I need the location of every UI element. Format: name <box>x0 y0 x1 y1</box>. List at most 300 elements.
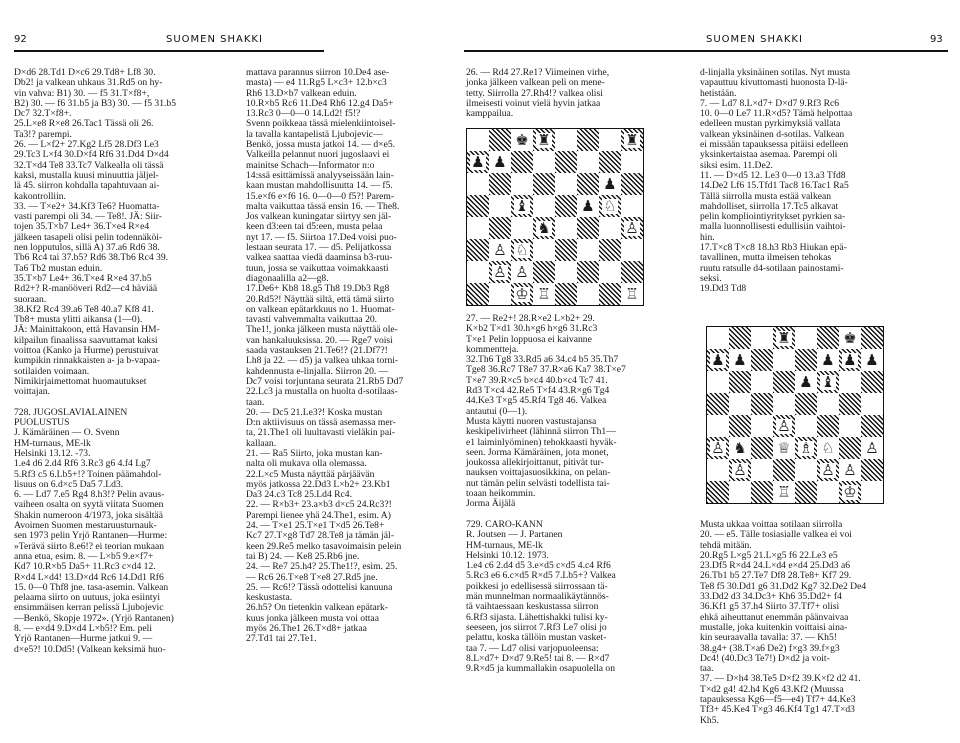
text-line: 38.Kf2 Rc4 39.a6 Te8 40.a7 Kf8 41. <box>14 303 154 315</box>
board-square <box>729 459 751 481</box>
text-line: Tb6 Rc4 tai 37.b5? Rd6 38.Tb6 Rc4 39. <box>14 252 169 264</box>
chess-piece-icon: ♘ <box>515 240 529 259</box>
board-square <box>751 437 773 459</box>
board-square <box>555 239 577 261</box>
board-square <box>489 129 511 151</box>
board-square <box>817 459 839 481</box>
text-line: Da3 24.c3 Tc8 25.Ld4 Rc4. <box>246 489 352 501</box>
board-square <box>861 481 883 503</box>
board-square <box>599 195 621 217</box>
board-square <box>773 437 795 459</box>
board-square <box>795 415 817 437</box>
text-line: antautui (0—1). <box>466 405 528 417</box>
chess-piece-icon: ♘ <box>821 438 835 457</box>
board-square <box>599 173 621 195</box>
board-square <box>511 195 533 217</box>
text-line: hin. <box>700 231 715 243</box>
text-line: 38.g4+ (38.T×a6 De2) f×g3 39.f×g3 <box>700 642 840 654</box>
text-line: Parempi lienee yhä 24.The1, esim. A) <box>246 509 391 521</box>
chess-piece-icon: ♟ <box>865 350 879 369</box>
text-line: JÄ: Mainittakoon, että Havansin HM- <box>14 324 160 336</box>
board-square <box>511 173 533 195</box>
text-line: 35.T×b7 Le4+ 36.T×e4 R×e4 37.b5 <box>14 272 152 284</box>
board-square <box>555 217 577 239</box>
text-line: toaan heikommin. <box>466 488 536 500</box>
board-square <box>773 415 795 437</box>
text-line: Kc7 27.T×g8 Td7 28.Te8 ja tämän jäl- <box>246 530 394 542</box>
chess-piece-icon: ♙ <box>515 262 529 281</box>
right-running-title: SUOMEN SHAKKI <box>706 34 803 45</box>
board-square <box>467 217 489 239</box>
board-square <box>533 239 555 261</box>
board-square <box>599 239 621 261</box>
chess-piece-icon: ♙ <box>711 438 725 457</box>
chess-piece-icon: ♝ <box>515 196 529 215</box>
chess-piece-icon: ♙ <box>843 460 857 479</box>
text-line: HM-turnaus, ME-lk <box>466 539 543 551</box>
chess-piece-icon: ♟ <box>711 350 725 369</box>
text-line: malla luonnollisesti edullisiin vaihtoi- <box>700 221 846 233</box>
text-line: taa 7. — Ld7 olisi varjopuoleensa: <box>466 642 599 654</box>
board-square <box>817 327 839 349</box>
text-line: tapauksessa Kg6—f5—e4) Tf7+ 44.Ke3 <box>700 694 856 706</box>
text-line: e1 laiminlyöminen) tehokkaasti hyväk- <box>466 436 617 448</box>
text-line: la tavalla kantapelistä Ljubojevic— <box>246 128 383 140</box>
text-line: B2) 30. — f6 31.b5 ja B3) 30. — f5 31.b5 <box>14 97 177 109</box>
board-square <box>839 393 861 415</box>
text-line: Rd3 T×c4 42.Re5 T×f4 43.R×g6 Tg4 <box>466 385 610 397</box>
chess-piece-icon: ♞ <box>537 218 551 237</box>
text-line: T×e7 39.R×c5 b×c4 40.b×c4 Tc7 41. <box>466 374 608 386</box>
text-line: lisuus on 6.d×c5 Da5 7.Ld3. <box>14 478 124 490</box>
text-line: kilpailun finaalissa saavuttamat kaksi <box>14 334 158 346</box>
board-square <box>511 151 533 173</box>
chess-piece-icon: ♟ <box>799 372 813 391</box>
chess-piece-icon: ♚ <box>843 328 857 347</box>
text-line: ruutu ratsulle d4-sotilaan painostami- <box>700 262 844 274</box>
board-square <box>861 459 883 481</box>
board-square <box>533 195 555 217</box>
board-square <box>795 393 817 415</box>
text-line: 14.De2 Lf6 15.Tfd1 Tac8 16.Tac1 Ra5 <box>700 180 849 192</box>
text-line: Tf3+ 45.Ke4 T×g3 46.Kf4 Tg1 47.T×d3 <box>700 704 855 716</box>
board-square <box>577 283 599 305</box>
text-line: kuus jonka jälkeen musta voi ottaa <box>246 612 379 624</box>
column-3-top <box>466 68 609 119</box>
text-line: Musta ukkaa voittaa sotilaan siirrolla <box>700 519 843 530</box>
board-square <box>707 481 729 503</box>
text-line: d×e5?! 10.Dd5! (Valkean keksimä huo- <box>14 643 166 655</box>
text-line: 24. — T×e1 25.T×e1 T×d5 26.Te8+ <box>246 520 385 532</box>
text-line: 20. — Dc5 21.Le3?! Koska mustan <box>246 406 383 418</box>
text-line: 17.De6+ Kb8 18.g5 Th8 19.Db3 Rg8 <box>246 283 390 295</box>
text-line: seksi. <box>700 272 722 284</box>
left-header-rule <box>14 50 324 52</box>
text-line: Avoimen Suomen mestaruusturnauk- <box>14 520 157 532</box>
text-line: anna etua, esim. 8. — L×b5 9.e×f7+ <box>14 550 154 562</box>
chess-piece-icon: ♖ <box>625 284 639 303</box>
chess-piece-icon: ♖ <box>537 284 551 303</box>
chess-piece-icon: ♟ <box>603 174 617 193</box>
chess-piece-icon: ♕ <box>777 438 791 457</box>
board-square <box>707 393 729 415</box>
board-square <box>817 393 839 415</box>
board-square <box>729 371 751 393</box>
text-line: 729. CARO-KANN <box>466 518 543 530</box>
text-line: Jorma Äijälä <box>466 498 516 510</box>
text-line: valkea saattaa viedä daaminsa b3-ruu- <box>246 252 393 264</box>
board-square <box>599 261 621 283</box>
board-square <box>861 349 883 371</box>
text-line: mahdolliset, siirrolla 17.Tc5 alkavat <box>700 200 839 212</box>
text-line: Kd7 10.R×b5 Da5+ 11.Rc3 c×d4 12. <box>14 561 156 573</box>
text-line: T×d2 g4! 42.h4 Kg6 43.Kf2 (Muussa <box>700 683 844 695</box>
text-line: Yrjö Rantanen—Hurme jatkui 9. — <box>14 633 153 645</box>
chess-piece-icon: ♙ <box>493 240 507 259</box>
chess-piece-icon: ♙ <box>777 416 791 435</box>
board-square <box>599 283 621 305</box>
text-line: 22.L×c5 Musta näyttää pärjäävän <box>246 468 375 480</box>
board-square <box>599 217 621 239</box>
text-line: D:n aktiivisuus on tässä asemassa mer- <box>246 417 396 429</box>
text-line: 20. — e5. Tälle tosiasialle valkea ei voi <box>700 529 852 541</box>
text-line: HM-turnaus, ME-lk <box>14 437 91 449</box>
text-line: mattava parannus siirron 10.De4 ase- <box>246 67 390 78</box>
text-line: yksinkertaistaa asemaa. Parempi oli <box>700 149 838 161</box>
text-line: joukossa allekirjoittanut, pitivät tur- <box>466 457 604 469</box>
text-line: Dc7 32.T×f8+. <box>14 108 72 120</box>
text-line: R×d4 L×d4! 13.D×d4 Rc6 14.Dd1 Rf6 <box>14 571 164 583</box>
text-line: 14:ssä esittämissä analyyseissään lain- <box>246 169 394 181</box>
text-line: 33.Dd2 d3 34.Dc3+ Kh6 35.Dd2+ f4 <box>700 591 842 603</box>
text-line: hetistään. <box>700 87 737 99</box>
text-line: kommentteja. <box>466 343 519 355</box>
board-square <box>489 261 511 283</box>
text-line: nalta oli mukava olla olemassa. <box>246 458 367 470</box>
board-square <box>751 415 773 437</box>
text-line: Db2! ja valkean uhkaus 31.Rd5 on hy- <box>14 77 163 89</box>
board-square <box>533 261 555 283</box>
text-line: pelattu, koska tällöin mustan vasket- <box>466 632 607 644</box>
text-line: Svenn poikkeaa tässä mielenkiintoisel- <box>246 118 396 130</box>
text-line: tojen 35.T×b7 Le4+ 36.T×e4 R×e4 <box>14 221 150 233</box>
text-line: 32.T×d4 Te8 33.Tc7 Valkealla oli tässä <box>14 159 164 171</box>
text-line: on valkean epätarkkuus no 1. Huomat- <box>246 303 395 315</box>
board-square <box>577 195 599 217</box>
text-line: 37. — D×h4 38.Te5 D×f2 39.K×f2 d2 41. <box>700 673 861 685</box>
text-line: nauksen voittajasuosikkina, on pelan- <box>466 467 611 479</box>
chess-piece-icon: ♜ <box>777 328 791 347</box>
text-line: voittajan. <box>14 386 50 398</box>
board-square <box>599 129 621 151</box>
chess-piece-icon: ♔ <box>843 482 857 501</box>
text-line: lestaan seurata 17. — d5. Pelijatkossa <box>246 242 392 254</box>
chess-diagram-1 <box>466 128 644 306</box>
board-square <box>839 371 861 393</box>
board-square <box>577 239 599 261</box>
text-line: 23.Df5 R×d4 24.L×d4 e×d4 25.Dd3 a6 <box>700 560 850 572</box>
board-square <box>751 349 773 371</box>
chess-piece-icon: ♟ <box>581 196 595 215</box>
board-square <box>839 437 861 459</box>
text-line: nut tämän pelin selvästi todellista tai- <box>466 477 610 489</box>
text-line: tehdä mitään. <box>700 539 752 551</box>
text-line: 26.h5? On tietenkin valkean epätark- <box>246 602 388 614</box>
board-square <box>795 481 817 503</box>
text-line: 32.Th6 Tg8 33.Rd5 a6 34.c4 b5 35.Th7 <box>466 354 619 366</box>
text-line: Ta3!? parempi. <box>14 128 72 140</box>
board-square <box>621 283 643 305</box>
board-square <box>707 437 729 459</box>
board-square <box>467 261 489 283</box>
chess-diagram-2 <box>706 326 884 504</box>
text-line: 27.Td1 tai 27.Te1. <box>246 633 317 645</box>
text-line: keen d3:een tai d5:een, musta pelaa <box>246 221 383 233</box>
board-square <box>489 283 511 305</box>
text-line: 44.Ke3 T×g5 45.Rf4 Tg8 46. Valkea <box>466 395 607 407</box>
board-square <box>839 349 861 371</box>
board-square <box>773 371 795 393</box>
text-line: 22. — R×b3+ 23.a×b3 d×c5 24.Rc3?! <box>246 499 392 511</box>
text-line: Helsinki 13.12. -73. <box>14 447 91 459</box>
board-square <box>707 371 729 393</box>
board-square <box>861 327 883 349</box>
text-line: ensimmäisen kerran pelissä Ljubojevic <box>14 602 164 614</box>
board-square <box>707 459 729 481</box>
board-square <box>533 283 555 305</box>
chess-piece-icon: ♘ <box>603 196 617 215</box>
text-line: edelleen mustan pyrkimyksiä vallata <box>700 118 841 130</box>
text-line: tä vaihtaessaan keskustassa siirron <box>466 601 599 613</box>
text-line: vapauttuu kivuttomasti huonosta D-lä- <box>700 77 848 89</box>
board-square <box>555 195 577 217</box>
text-line: Helsinki 10.12. 1973. <box>466 549 549 561</box>
board-square <box>729 481 751 503</box>
text-line: Musta käytti nuoren vastustajansa <box>466 415 597 427</box>
text-line: 6. — Ld7 7.e5 Rg4 8.h3!? Pelin avaus- <box>14 489 165 501</box>
text-line: 9.R×d5 ja kummallakin osapuolella on <box>466 663 616 675</box>
board-square <box>467 239 489 261</box>
board-square <box>795 437 817 459</box>
board-square <box>751 481 773 503</box>
text-line: malta vaikuttaa tässä ensin 16. — The8. <box>246 200 400 212</box>
text-line: pelin kompliointiyritykset pyrkien sa- <box>700 211 846 223</box>
text-line: seeseen, jos siirrot 7.Rf3 Le7 olisi jo <box>466 621 607 633</box>
text-line: van hankaluuksissa. 20. — Rge7 voisi <box>246 334 393 346</box>
text-line: pelaama siirto on uutuus, joka esiintyi <box>14 592 161 604</box>
board-square <box>467 283 489 305</box>
board-square <box>621 151 643 173</box>
text-line: 11. — D×d5 12. Le3 0—0 13.a3 Tfd8 <box>700 169 846 181</box>
chess-piece-icon: ♝ <box>821 372 835 391</box>
chess-piece-icon: ♟ <box>471 152 485 171</box>
text-line: Rd2+? R-manööveri Rd2—c4 häviää <box>14 283 158 295</box>
text-line: kaksi, mustalla kuusi minuuttia jäljel- <box>14 169 159 181</box>
text-line: 5.Rf3 c5 6.Lb5+!? Toinen päämahdol- <box>14 468 162 480</box>
text-line: 20.Rg5 L×g5 21.L×g5 f6 22.Le3 e5 <box>700 549 838 561</box>
board-square <box>511 239 533 261</box>
text-line: Dc4! (40.Dc3 Te7!) D×d2 ja voit- <box>700 652 830 664</box>
text-line: 26. — Rd4 27.Re1? Viimeinen virhe, <box>466 67 610 78</box>
text-line: »Terävä siirto 8.e6!? ei teorian mukaan <box>14 540 165 552</box>
text-line: Rh6 13.D×b7 valkean eduin. <box>246 87 357 99</box>
chess-piece-icon: ♙ <box>865 438 879 457</box>
text-line: 21. — Ra5 Siirto, joka mustan kan- <box>246 447 383 459</box>
board-square <box>555 173 577 195</box>
board-square <box>621 173 643 195</box>
board-square <box>729 349 751 371</box>
text-line: nyt 17. — f5. Siirtoa 17.De4 voisi puo- <box>246 231 397 243</box>
text-line: taan. <box>246 396 265 408</box>
text-line: Valkeilla pelannut nuori jugoslaavi ei <box>246 149 390 161</box>
text-line: myös 26.The1 26.T×d8+ jatkaa <box>246 623 367 635</box>
text-line: 27. — Re2+! 28.R×e2 L×b2+ 29. <box>466 313 595 324</box>
text-line: sotilaiden voimaan. <box>14 365 90 377</box>
chess-piece-icon: ♟ <box>493 152 507 171</box>
text-line: Jos valkean kuningatar siirtyy sen jäl- <box>246 211 392 223</box>
text-line: 1.e4 c6 2.d4 d5 3.e×d5 c×d5 4.c4 Rf6 <box>466 560 611 572</box>
text-line: tuun, jossa se vaikuttaa voimakkaasti <box>246 262 389 274</box>
board-square <box>621 195 643 217</box>
text-line: mainitse Schach—Informator n:o <box>246 159 375 171</box>
chess-piece-icon: ♙ <box>625 218 639 237</box>
board-square <box>511 129 533 151</box>
board-square <box>729 437 751 459</box>
board-square <box>795 349 817 371</box>
board-square <box>729 415 751 437</box>
left-running-title: SUOMEN SHAKKI <box>166 34 263 45</box>
text-line: saada vastauksen 21.Te6!? (21.Df7?! <box>246 345 388 357</box>
board-square <box>533 129 555 151</box>
text-line: 15.e×f6 e×f6 16. 0—0—0 f5?! Parem- <box>246 190 395 202</box>
chess-piece-icon: ♜ <box>537 130 551 149</box>
text-line: ilmeisesti voinut vielä hyvin jatkaa <box>466 97 601 109</box>
chess-piece-icon: ♞ <box>733 438 747 457</box>
text-line: masta) — e4 11.Rg5 L×c3+ 12.b×c3 <box>246 77 387 89</box>
board-square <box>707 349 729 371</box>
text-line: kaan mustan mahdollisuutta 14. — f5. <box>246 180 393 192</box>
text-line: kumpikin rinnakkaisten a- ja b-vapaa- <box>14 355 160 367</box>
text-line: T×e1 Pelin loppuosa ei kaivanne <box>466 333 592 345</box>
board-square <box>511 283 533 305</box>
text-line: 7. — Ld7 8.L×d7+ D×d7 9.Rf3 Rc6 <box>700 97 840 109</box>
text-line: 13.Rc3 0—0—0 14.Ld2! f5!? <box>246 108 361 120</box>
text-line: poikkesi jo edellisessä siirrossaan tä- <box>466 580 608 592</box>
text-line: jonka jälkeen valkean peli on mene- <box>466 77 605 89</box>
text-line: nen lopputulos, sillä A) 37.a6 Rd6 38. <box>14 242 160 254</box>
text-line: kahdennusta e-linjalla. Siirron 20. — <box>246 365 389 377</box>
text-line: 24. — Re7 25.h4? 25.The1!?, esim. 25. <box>246 561 398 573</box>
chess-piece-icon: ♟ <box>733 350 747 369</box>
board-square <box>729 393 751 415</box>
text-line: J. Kämäräinen — O. Svenn <box>14 427 120 439</box>
text-line: voittoa (Kanko ja Hurme) perustuivat <box>14 345 159 357</box>
text-line: K×b2 T×d1 30.h×g6 h×g6 31.Rc3 <box>466 323 598 335</box>
board-square <box>511 217 533 239</box>
board-square <box>861 415 883 437</box>
text-line: Te8 f5 30.Dd1 g6 31.Dd2 Kg7 32.De2 De4 <box>700 580 867 592</box>
board-square <box>577 217 599 239</box>
board-square <box>729 327 751 349</box>
text-line: D×d6 28.Td1 D×c6 29.Td8+ Lf8 30. <box>14 67 156 78</box>
board-square <box>511 261 533 283</box>
board-square <box>773 349 795 371</box>
text-line: 33. — T×e2+ 34.Kf3 Te6? Huomatta- <box>14 200 160 212</box>
text-line: Dc7 voisi torjuntana seurata 21.Rb5 Dd7 <box>246 375 404 387</box>
board-square <box>773 459 795 481</box>
board-square <box>839 481 861 503</box>
board-square <box>621 261 643 283</box>
chess-piece-icon: ♙ <box>733 460 747 479</box>
text-line: valkean yksinäinen d-sotilas. Valkean <box>700 128 845 140</box>
text-line: tetty. Siirrolla 27.Rh4!? valkea olisi <box>466 87 603 99</box>
board-square <box>817 371 839 393</box>
text-line: 17.T×c8 T×c8 18.h3 Rb3 Hiukan epä- <box>700 242 847 254</box>
board-square <box>555 151 577 173</box>
board-square <box>817 415 839 437</box>
board-square <box>577 173 599 195</box>
text-line: 728. JUGOSLAVIALAINEN <box>14 406 128 418</box>
text-line: 25. — Rc6!? Tässä odottelisi kanuuna <box>246 581 393 593</box>
board-square <box>599 151 621 173</box>
board-square <box>489 173 511 195</box>
text-line: män munnelman normaalikäytännös- <box>466 591 609 603</box>
text-line: kakontrolliin. <box>14 190 66 202</box>
board-square <box>707 415 729 437</box>
board-square <box>795 459 817 481</box>
board-square <box>533 151 555 173</box>
board-square <box>795 327 817 349</box>
chess-piece-icon: ♖ <box>777 482 791 501</box>
board-square <box>467 195 489 217</box>
text-line: kin seuraavalla tavalla: 37. — Kh5! <box>700 632 837 644</box>
board-square <box>621 217 643 239</box>
text-line: R. Joutsen — J. Partanen <box>466 529 563 541</box>
text-line: vasti parempi oli 34. — Te8!. JÄ: Siir- <box>14 211 162 223</box>
column-1 <box>14 68 176 655</box>
board-square <box>555 261 577 283</box>
text-line: jälkeen tasapeli olisi pelin todennäköi- <box>14 231 163 243</box>
text-line: sen 1973 pelin Yrjö Rantanen—Hurme: <box>14 530 168 542</box>
text-line: 26.Tb1 b5 27.Te7 Df8 28.Te8+ Kf7 29. <box>700 570 852 582</box>
text-line: siksi esim. 11.De2. <box>700 159 773 171</box>
text-line: 19.Dd3 Td8 <box>700 283 747 295</box>
column-3-bottom <box>466 314 626 674</box>
text-line: ta, 21.The1 oli luultavasti vieläkin pai- <box>246 427 395 439</box>
text-line: keen 29.Re5 melko tasavoimaisin pelein <box>246 540 402 552</box>
board-square <box>489 151 511 173</box>
text-line: PUOLUSTUS <box>14 417 70 429</box>
text-line: kamppailua. <box>466 108 514 120</box>
board-square <box>707 327 729 349</box>
text-line: 26. — L×f2+ 27.Kg2 Lf5 28.Df3 Le3 <box>14 139 159 151</box>
board-square <box>621 129 643 151</box>
chess-piece-icon: ♜ <box>625 130 639 149</box>
text-line: 36.Kf1 g5 37.h4 Siirto 37.Tf7+ olisi <box>700 601 840 613</box>
board-square <box>773 393 795 415</box>
board-square <box>773 481 795 503</box>
text-line: 1.e4 d6 2.d4 Rf6 3.Rc3 g6 4.f4 Lg7 <box>14 458 151 470</box>
text-line: ei missään tapauksessa pitäisi edelleen <box>700 139 849 151</box>
board-square <box>861 437 883 459</box>
text-line: tai B) 24. — Ke8 25.Rb6 jne. <box>246 550 360 562</box>
text-line: taa. <box>700 663 714 675</box>
board-square <box>795 371 817 393</box>
text-line: Shakin numeroon 4/1973, joka sisältää <box>14 509 163 521</box>
board-square <box>555 129 577 151</box>
right-page-number: 93 <box>930 34 943 45</box>
board-square <box>577 151 599 173</box>
